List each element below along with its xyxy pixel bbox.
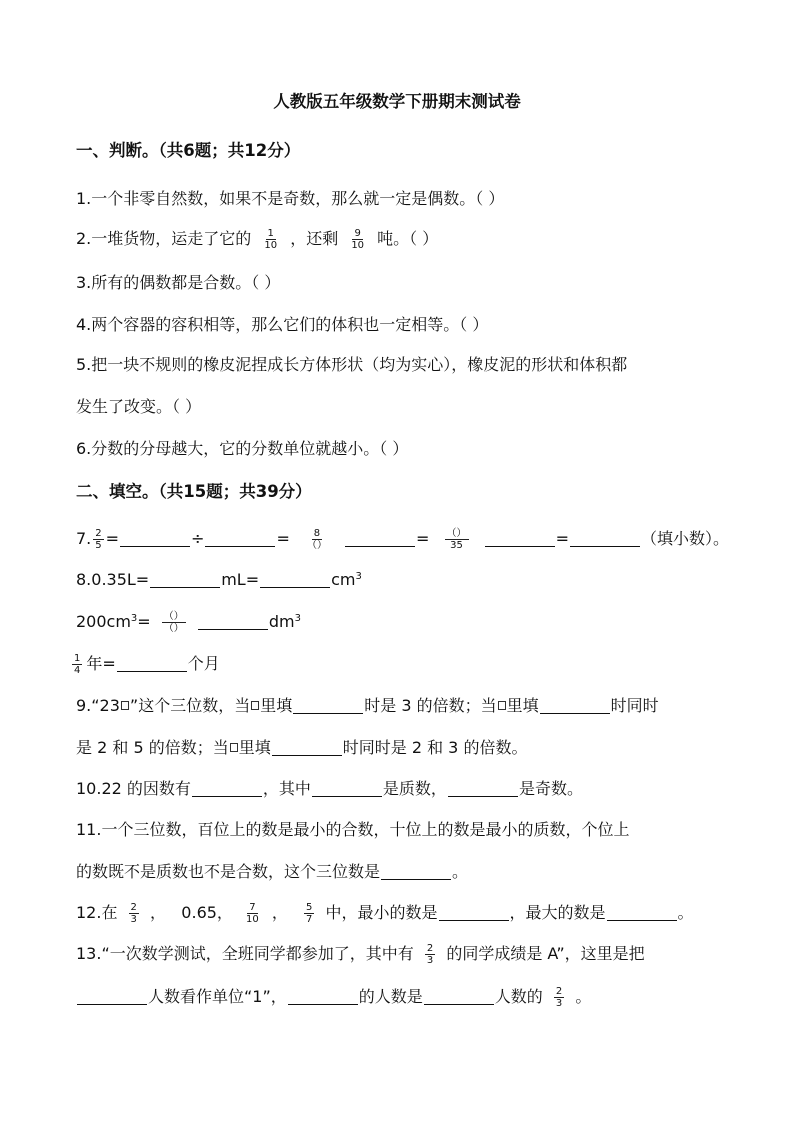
equals-sign: = bbox=[276, 529, 290, 548]
fraction-2-3: $\frac{2}{3}$ bbox=[130, 902, 137, 925]
square-box-icon bbox=[121, 701, 129, 710]
page-title: 人教版五年级数学下册期末测试卷 bbox=[273, 92, 521, 111]
answer-blank[interactable] bbox=[439, 903, 509, 921]
question-6: 6.分数的分母越大，它的分数单位就越小。（ ） bbox=[76, 439, 409, 458]
separator: ， bbox=[150, 903, 167, 922]
question-9-text: 时同时 bbox=[610, 696, 659, 715]
answer-blank[interactable] bbox=[345, 529, 415, 547]
question-7-number: 7. bbox=[76, 529, 92, 548]
question-11-text: 的数既不是质数也不是合数，这个三位数是 bbox=[76, 862, 381, 881]
fraction-2-5: $\frac{2}{5}$ bbox=[95, 528, 102, 551]
question-13-line-1 bbox=[76, 941, 645, 966]
question-9-line-2 bbox=[76, 735, 527, 758]
cube-superscript: 3 bbox=[355, 571, 362, 582]
square-box-icon bbox=[251, 701, 259, 710]
fraction-2-3: $\frac{2}{3}$ bbox=[555, 986, 563, 1009]
value-0-65: 0.65， bbox=[181, 903, 233, 922]
question-4: 4.两个容器的容积相等，那么它们的体积也一定相等。（ ） bbox=[76, 315, 489, 334]
question-10-text: 是质数， bbox=[382, 779, 447, 798]
question-8-line-2 bbox=[76, 611, 301, 634]
question-8-line-3 bbox=[72, 651, 220, 676]
equals-sign: = bbox=[555, 529, 570, 548]
fraction-9-10: $\frac{9}{10}$ bbox=[351, 228, 365, 251]
unit-cm: cm bbox=[331, 570, 356, 589]
question-9-text: 是 2 和 5 的倍数；当 bbox=[76, 738, 229, 757]
answer-blank[interactable] bbox=[77, 987, 147, 1005]
question-13-text: 13.“一次数学测试，全班同学都参加了，其中有 bbox=[76, 944, 414, 963]
question-13-text: 的人数是 bbox=[358, 987, 423, 1006]
question-9-text: 时同时是 2 和 3 的倍数。 bbox=[342, 738, 528, 757]
question-12 bbox=[76, 900, 694, 925]
question-12-text: 12.在 bbox=[76, 903, 118, 922]
question-2-text-a: 2.一堆货物，运走了它的 bbox=[76, 229, 252, 248]
fraction-2-3: $\frac{2}{3}$ bbox=[426, 943, 434, 966]
answer-blank[interactable] bbox=[117, 654, 187, 672]
fraction-1-10: $\frac{1}{10}$ bbox=[264, 228, 278, 251]
answer-blank[interactable] bbox=[293, 696, 363, 714]
question-7-tail: （填小数）。 bbox=[641, 529, 730, 548]
divide-sign: ÷ bbox=[191, 529, 205, 548]
fraction-8-over-blank: $\frac{8}{()}$ bbox=[306, 528, 327, 551]
question-1: 1.一个非零自然数，如果不是奇数，那么就一定是偶数。（ ） bbox=[76, 189, 505, 208]
separator: ， bbox=[271, 903, 288, 922]
question-13-text: 人数看作单位“1”， bbox=[148, 987, 287, 1006]
answer-blank[interactable] bbox=[288, 987, 358, 1005]
unit-year: 年= bbox=[86, 654, 116, 673]
fraction-5-7: $\frac{5}{7}$ bbox=[306, 902, 313, 925]
question-2 bbox=[76, 226, 438, 251]
answer-blank[interactable] bbox=[448, 779, 518, 797]
question-10-text: 是奇数。 bbox=[518, 779, 583, 798]
fraction-1-4: $\frac{1}{4}$ bbox=[74, 653, 81, 676]
cube-superscript: 3 bbox=[294, 613, 302, 624]
question-10 bbox=[76, 776, 583, 799]
unit-ml: mL= bbox=[221, 570, 260, 589]
answer-blank[interactable] bbox=[540, 696, 610, 714]
value-200cm: 200cm bbox=[76, 612, 131, 631]
fraction-7-10: $\frac{7}{10}$ bbox=[246, 902, 259, 925]
equals-sign: = bbox=[137, 612, 151, 631]
fraction-blank-over-35: $\frac{()}{35}$ bbox=[446, 528, 467, 551]
unit-dm: dm bbox=[268, 612, 295, 631]
equals-sign: = bbox=[105, 529, 120, 548]
answer-blank[interactable] bbox=[272, 738, 342, 756]
fraction-blank-over-blank: $\frac{()}{()}$ bbox=[163, 611, 184, 634]
equals-sign: = bbox=[416, 529, 430, 548]
question-7 bbox=[76, 526, 729, 551]
answer-blank[interactable] bbox=[205, 529, 275, 547]
question-13-line-2 bbox=[76, 984, 591, 1009]
question-11-end: 。 bbox=[452, 862, 469, 881]
question-10-text: ，其中 bbox=[262, 779, 311, 798]
answer-blank[interactable] bbox=[381, 862, 451, 880]
question-13-end: 。 bbox=[575, 987, 592, 1006]
question-5-line-2: 发生了改变。（ ） bbox=[76, 397, 202, 416]
question-13-text: 的同学成绩是 A”，这里是把 bbox=[446, 944, 645, 963]
question-9-text: 9.“23 bbox=[76, 696, 120, 715]
section-2-heading: 二、填空。（共15题；共39分） bbox=[76, 482, 312, 501]
answer-blank[interactable] bbox=[312, 779, 382, 797]
question-8-line-1 bbox=[76, 570, 362, 589]
square-box-icon bbox=[498, 701, 506, 710]
question-2-text-b: ，还剩 bbox=[290, 229, 339, 248]
question-11-line-2 bbox=[76, 859, 468, 882]
answer-blank[interactable] bbox=[150, 570, 220, 588]
answer-blank[interactable] bbox=[607, 903, 677, 921]
answer-blank[interactable] bbox=[424, 987, 494, 1005]
answer-blank[interactable] bbox=[570, 529, 640, 547]
question-9-text: 时是 3 的倍数；当 bbox=[364, 696, 497, 715]
section-1-heading: 一、判断。（共6题；共12分） bbox=[76, 141, 301, 160]
unit-month: 个月 bbox=[187, 654, 220, 673]
question-12-end: 。 bbox=[677, 903, 694, 922]
question-9-text: 里填 bbox=[238, 738, 271, 757]
cube-superscript: 3 bbox=[130, 613, 138, 624]
question-2-text-c: 吨。（ ） bbox=[377, 229, 439, 248]
question-9-text: ”这个三位数，当 bbox=[129, 696, 251, 715]
question-12-text: ，最大的数是 bbox=[509, 903, 606, 922]
question-8-text-a: 8.0.35L= bbox=[76, 570, 150, 589]
answer-blank[interactable] bbox=[198, 612, 268, 630]
question-12-text: 中，最小的数是 bbox=[325, 903, 438, 922]
question-13-text: 人数的 bbox=[494, 987, 543, 1006]
answer-blank[interactable] bbox=[192, 779, 262, 797]
question-11-line-1: 11.一个三位数，百位上的数是最小的合数，十位上的数是最小的质数，个位上 bbox=[76, 820, 630, 839]
square-box-icon bbox=[230, 743, 238, 752]
answer-blank[interactable] bbox=[260, 570, 330, 588]
question-3: 3.所有的偶数都是合数。（ ） bbox=[76, 273, 281, 292]
question-9-text: 里填 bbox=[506, 696, 539, 715]
question-10-text: 10.22 的因数有 bbox=[76, 779, 191, 798]
answer-blank[interactable] bbox=[485, 529, 555, 547]
answer-blank[interactable] bbox=[120, 529, 190, 547]
question-5-line-1: 5.把一块不规则的橡皮泥捏成长方体形状（均为实心），橡皮泥的形状和体积都 bbox=[76, 355, 628, 374]
question-9-text: 里填 bbox=[260, 696, 293, 715]
question-9-line-1 bbox=[76, 693, 659, 716]
